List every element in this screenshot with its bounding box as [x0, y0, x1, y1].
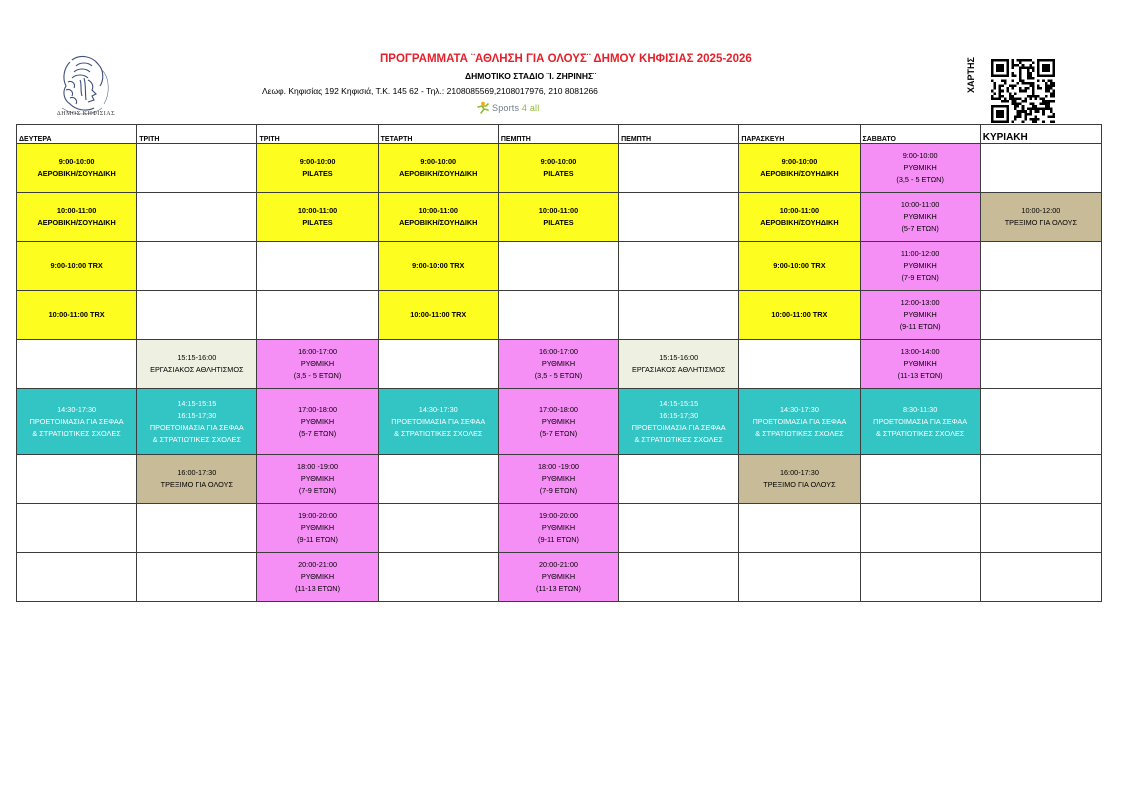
empty-slot	[137, 291, 257, 340]
slot-line: ΡΥΘΜΙΚΗ	[300, 359, 335, 368]
slot-line: & ΣΤΡΑΤΙΩΤΙΚΕΣ ΣΧΟΛΕΣ	[634, 434, 723, 444]
slot-line: ΡΥΘΜΙΚΗ	[300, 474, 335, 483]
slot-line: & ΣΤΡΑΤΙΩΤΙΚΕΣ ΣΧΟΛΕΣ	[875, 428, 965, 438]
empty-slot	[137, 193, 257, 242]
empty-slot	[860, 455, 980, 504]
slot-line: PILATES	[302, 169, 333, 178]
class-slot	[739, 389, 860, 455]
class-slot	[498, 389, 618, 455]
slot-line: ΠΡΟΕΤΟΙΜΑΣΙΑ ΓΙΑ ΣΕΦΑΑ	[631, 422, 726, 432]
slot-line: (5-7 ΕΤΩΝ)	[901, 224, 939, 233]
slot-line: (9-11 ΕΤΩΝ)	[538, 535, 579, 544]
slot-line: 18:00 -19:00	[297, 462, 339, 471]
class-slot	[378, 193, 498, 242]
class-slot	[498, 144, 618, 193]
empty-slot	[980, 242, 1101, 291]
empty-slot	[498, 242, 618, 291]
slot-line: 9:00-10:00	[420, 157, 457, 166]
logo-caption: ΔΗΜΟΣ ΚΗΦΙΣΙΑΣ	[56, 111, 116, 117]
slot-line: ΠΡΟΕΤΟΙΜΑΣΙΑ ΓΙΑ ΣΕΦΑΑ	[149, 422, 244, 432]
slot-line: ΤΡΕΞΙΜΟ ΓΙΑ ΟΛΟΥΣ	[160, 480, 234, 489]
class-slot	[498, 193, 618, 242]
slot-line: ΡΥΘΜΙΚΗ	[541, 416, 576, 426]
class-slot	[860, 340, 980, 389]
slot-line: 10:00-11:00	[538, 206, 579, 215]
class-slot	[860, 144, 980, 193]
brand-text	[492, 103, 539, 113]
class-slot	[860, 389, 980, 455]
empty-slot	[739, 553, 860, 602]
runner-icon	[476, 101, 490, 115]
qr-map-label: ΧΑΡΤΗΣ	[966, 57, 976, 93]
brand-four-all: 4 all	[519, 103, 540, 113]
slot-line: & ΣΤΡΑΤΙΩΤΙΚΕΣ ΣΧΟΛΕΣ	[394, 428, 483, 438]
empty-slot	[137, 504, 257, 553]
schedule-row	[17, 193, 1102, 242]
day-header: ΠΕΜΠΤΗ	[498, 125, 618, 144]
class-slot	[257, 193, 378, 242]
slot-line: ΡΥΘΜΙΚΗ	[903, 359, 937, 368]
slot-line: & ΣΤΡΑΤΙΩΤΙΚΕΣ ΣΧΟΛΕΣ	[755, 428, 844, 438]
class-slot	[498, 340, 618, 389]
empty-slot	[619, 193, 739, 242]
empty-slot	[980, 553, 1101, 602]
class-slot	[619, 389, 739, 455]
empty-slot	[980, 340, 1101, 389]
slot-line: 10:00-11:00	[56, 206, 97, 215]
empty-slot	[137, 242, 257, 291]
empty-slot	[17, 504, 137, 553]
empty-slot	[619, 455, 739, 504]
slot-line: 14:30-17:30	[779, 404, 819, 414]
slot-line: ΑΕΡΟΒΙΚΗ/ΣΟΥΗΔΙΚΗ	[399, 218, 478, 227]
slot-line: ΡΥΘΜΙΚΗ	[903, 310, 937, 319]
slot-line: 19:00-20:00	[298, 511, 338, 520]
slot-line: (5-7 ΕΤΩΝ)	[539, 428, 578, 438]
slot-line: 18:00 -19:00	[537, 462, 579, 471]
empty-slot	[619, 144, 739, 193]
empty-slot	[378, 340, 498, 389]
slot-line: ΡΥΘΜΙΚΗ	[541, 523, 576, 532]
slot-line: ΡΥΘΜΙΚΗ	[903, 212, 937, 221]
empty-slot	[860, 504, 980, 553]
sports4all-brand	[476, 101, 539, 115]
empty-slot	[980, 389, 1101, 455]
schedule-row	[17, 242, 1102, 291]
slot-line: ΤΡΕΞΙΜΟ ΓΙΑ ΟΛΟΥΣ	[763, 480, 836, 489]
slot-line: ΕΡΓΑΣΙΑΚΟΣ ΑΘΛΗΤΙΣΜΟΣ	[631, 365, 726, 374]
empty-slot	[619, 242, 739, 291]
slot-line: 17:00-18:00	[298, 404, 338, 414]
class-slot	[860, 193, 980, 242]
slot-line: 16:15-17;30	[659, 410, 699, 420]
slot-line: ΡΥΘΜΙΚΗ	[903, 261, 937, 270]
schedule-row	[17, 291, 1102, 340]
class-slot	[257, 504, 378, 553]
empty-slot	[378, 455, 498, 504]
empty-slot	[257, 291, 378, 340]
slot-line: ΡΥΘΜΙΚΗ	[541, 359, 576, 368]
class-slot	[17, 144, 137, 193]
empty-slot	[17, 455, 137, 504]
empty-slot	[378, 504, 498, 553]
brand-main: Sports	[492, 103, 520, 113]
slot-line: (7-9 ΕΤΩΝ)	[298, 486, 337, 495]
empty-slot	[137, 144, 257, 193]
slot-line: 15:15-16:00	[659, 353, 699, 362]
class-slot	[498, 455, 618, 504]
slot-line: PILATES	[302, 218, 333, 227]
slot-line: 20:00-21:00	[539, 560, 578, 569]
empty-slot	[498, 291, 618, 340]
class-slot	[860, 291, 980, 340]
class-slot	[498, 553, 618, 602]
slot-line: 10:00-11:00 TRX	[48, 310, 105, 319]
class-slot	[378, 144, 498, 193]
empty-slot	[17, 340, 137, 389]
schedule-row	[17, 389, 1102, 455]
slot-line: ΑΕΡΟΒΙΚΗ/ΣΟΥΗΔΙΚΗ	[399, 169, 478, 178]
slot-line: ΡΥΘΜΙΚΗ	[300, 523, 335, 532]
slot-line: 10:00-11:00	[418, 206, 458, 215]
map-qr-code[interactable]	[988, 59, 1058, 123]
slot-line: 11:00-12:00	[900, 249, 940, 258]
slot-line: 9:00-10:00 TRX	[50, 261, 103, 270]
slot-line: 10:00-12:00	[1021, 206, 1061, 215]
empty-slot	[739, 504, 860, 553]
slot-line: 12:00-13:00	[900, 298, 940, 307]
slot-line: 9:00-10:00	[299, 157, 336, 166]
slot-line: ΡΥΘΜΙΚΗ	[300, 416, 335, 426]
slot-line: ΠΡΟΕΤΟΙΜΑΣΙΑ ΓΙΑ ΣΕΦΑΑ	[391, 416, 486, 426]
class-slot	[17, 291, 137, 340]
slot-line: 15:15-16:00	[177, 353, 217, 362]
slot-line: (11-13 ΕΤΩΝ)	[295, 584, 341, 593]
slot-line: 10:00-11:00	[297, 206, 338, 215]
slot-line: 9:00-10:00 TRX	[773, 261, 826, 270]
slot-line: ΤΡΕΞΙΜΟ ΓΙΑ ΟΛΟΥΣ	[1004, 218, 1078, 227]
slot-line: 16:00-17:30	[779, 468, 819, 477]
slot-line: ΑΕΡΟΒΙΚΗ/ΣΟΥΗΔΙΚΗ	[37, 218, 116, 227]
municipality-logo	[50, 50, 120, 120]
slot-line: ΠΡΟΕΤΟΙΜΑΣΙΑ ΓΙΑ ΣΕΦΑΑ	[873, 416, 968, 426]
class-slot	[378, 389, 498, 455]
day-header: ΠΑΡΑΣΚΕΥΗ	[739, 125, 860, 144]
slot-line: ΑΕΡΟΒΙΚΗ/ΣΟΥΗΔΙΚΗ	[760, 218, 839, 227]
schedule-row	[17, 340, 1102, 389]
class-slot	[739, 193, 860, 242]
slot-line: (7-9 ΕΤΩΝ)	[539, 486, 578, 495]
schedule-row	[17, 504, 1102, 553]
slot-line: 10:00-11:00	[900, 200, 940, 209]
empty-slot	[980, 291, 1101, 340]
slot-line: 14:15-15:15	[177, 398, 217, 408]
class-slot	[378, 242, 498, 291]
empty-slot	[860, 553, 980, 602]
class-slot	[980, 193, 1101, 242]
empty-slot	[739, 340, 860, 389]
slot-line: 9:00-10:00	[58, 157, 95, 166]
empty-slot	[980, 504, 1101, 553]
slot-line: ΠΡΟΕΤΟΙΜΑΣΙΑ ΓΙΑ ΣΕΦΑΑ	[29, 416, 124, 426]
slot-line: PILATES	[543, 218, 574, 227]
empty-slot	[257, 242, 378, 291]
slot-line: ΑΕΡΟΒΙΚΗ/ΣΟΥΗΔΙΚΗ	[37, 169, 116, 178]
slot-line: (11-13 ΕΤΩΝ)	[536, 584, 581, 593]
slot-line: 8:30-11:30	[902, 404, 938, 414]
day-header: ΤΕΤΑΡΤΗ	[378, 125, 498, 144]
class-slot	[378, 291, 498, 340]
class-slot	[739, 242, 860, 291]
class-slot	[257, 144, 378, 193]
venue-address: Λεωφ. Κηφισίας 192 Κηφισιά, Τ.Κ. 145 62 - Τηλ.: 2108085569,2108017976, 210 8081266	[262, 86, 598, 96]
slot-line: & ΣΤΡΑΤΙΩΤΙΚΕΣ ΣΧΟΛΕΣ	[152, 434, 242, 444]
slot-line: PILATES	[543, 169, 574, 178]
day-header: ΤΡΙΤΗ	[257, 125, 378, 144]
slot-line: ΑΕΡΟΒΙΚΗ/ΣΟΥΗΔΙΚΗ	[760, 169, 839, 178]
schedule-row	[17, 553, 1102, 602]
weekly-schedule-table	[16, 124, 1102, 602]
class-slot	[498, 504, 618, 553]
schedule-row	[17, 144, 1102, 193]
slot-line: 10:00-11:00	[779, 206, 820, 215]
slot-line: 9:00-10:00 TRX	[412, 261, 465, 270]
class-slot	[257, 553, 378, 602]
slot-line: 16:00-17:30	[177, 468, 217, 477]
slot-line: 13:00-14:00	[900, 347, 940, 356]
venue-name: ΔΗΜΟΤΙΚΟ ΣΤΑΔΙΟ ¨Ι. ΖΗΡΙΝΗΣ¨	[465, 71, 596, 81]
empty-slot	[619, 504, 739, 553]
empty-slot	[17, 553, 137, 602]
class-slot	[17, 389, 137, 455]
empty-slot	[378, 553, 498, 602]
slot-line: 16:00-17:00	[539, 347, 578, 356]
slot-line: 16:15-17;30	[177, 410, 217, 420]
slot-line: (11-13 ΕΤΩΝ)	[897, 371, 943, 380]
day-header: ΤΡΙΤΗ	[137, 125, 257, 144]
day-header-row	[17, 125, 1102, 144]
slot-line: 14:30-17:30	[57, 404, 97, 414]
schedule-row	[17, 455, 1102, 504]
empty-slot	[980, 455, 1101, 504]
slot-line: 9:00-10:00	[781, 157, 818, 166]
slot-line: (5-7 ΕΤΩΝ)	[298, 428, 337, 438]
empty-slot	[619, 553, 739, 602]
slot-line: 14:15-15:15	[659, 398, 699, 408]
class-slot	[257, 389, 378, 455]
slot-line: ΕΡΓΑΣΙΑΚΟΣ ΑΘΛΗΤΙΣΜΟΣ	[150, 365, 244, 374]
slot-line: 9:00-10:00	[540, 157, 577, 166]
empty-slot	[980, 144, 1101, 193]
class-slot	[257, 455, 378, 504]
day-header: ΣΑΒΒΑΤΟ	[860, 125, 980, 144]
class-slot	[17, 242, 137, 291]
slot-line: ΡΥΘΜΙΚΗ	[541, 474, 576, 483]
class-slot	[257, 340, 378, 389]
class-slot	[137, 455, 257, 504]
slot-line: 20:00-21:00	[298, 560, 338, 569]
class-slot	[137, 340, 257, 389]
class-slot	[739, 291, 860, 340]
slot-line: (7-9 ΕΤΩΝ)	[901, 273, 939, 282]
class-slot	[17, 193, 137, 242]
day-header: ΔΕΥΤΕΡΑ	[17, 125, 137, 144]
class-slot	[619, 340, 739, 389]
day-header: ΚΥΡΙΑΚΗ	[980, 125, 1101, 144]
class-slot	[739, 455, 860, 504]
class-slot	[860, 242, 980, 291]
slot-line: 10:00-11:00 TRX	[410, 310, 467, 319]
slot-line: 16:00-17:00	[298, 347, 338, 356]
slot-line: & ΣΤΡΑΤΙΩΤΙΚΕΣ ΣΧΟΛΕΣ	[32, 428, 121, 438]
empty-slot	[137, 553, 257, 602]
slot-line: (3,5 - 5 ΕΤΩΝ)	[293, 371, 342, 380]
empty-slot	[619, 291, 739, 340]
slot-line: ΠΡΟΕΤΟΙΜΑΣΙΑ ΓΙΑ ΣΕΦΑΑ	[752, 416, 847, 426]
day-header: ΠΕΜΠΤΗ	[619, 125, 739, 144]
slot-line: 9:00-10:00	[902, 151, 938, 160]
slot-line: (9-11 ΕΤΩΝ)	[297, 535, 338, 544]
slot-line: 14:30-17:30	[418, 404, 458, 414]
slot-line: (3,5 - 5 ΕΤΩΝ)	[534, 371, 583, 380]
slot-line: ΡΥΘΜΙΚΗ	[541, 572, 576, 581]
slot-line: ΡΥΘΜΙΚΗ	[300, 572, 335, 581]
slot-line: 17:00-18:00	[539, 404, 578, 414]
slot-line: ΡΥΘΜΙΚΗ	[903, 163, 937, 172]
slot-line: 19:00-20:00	[539, 511, 578, 520]
class-slot	[739, 144, 860, 193]
slot-line: 10:00-11:00 TRX	[771, 310, 828, 319]
page-title: ΠΡΟΓΡΑΜΜΑΤΑ ¨ΑΘΛΗΣΗ ΓΙΑ ΟΛΟΥΣ¨ ΔΗΜΟΥ ΚΗΦΙΣΙΑΣ 2025-2026	[380, 53, 752, 65]
slot-line: (9-11 ΕΤΩΝ)	[899, 322, 941, 331]
slot-line: (3,5 - 5 ΕΤΩΝ)	[896, 175, 944, 184]
class-slot	[137, 389, 257, 455]
